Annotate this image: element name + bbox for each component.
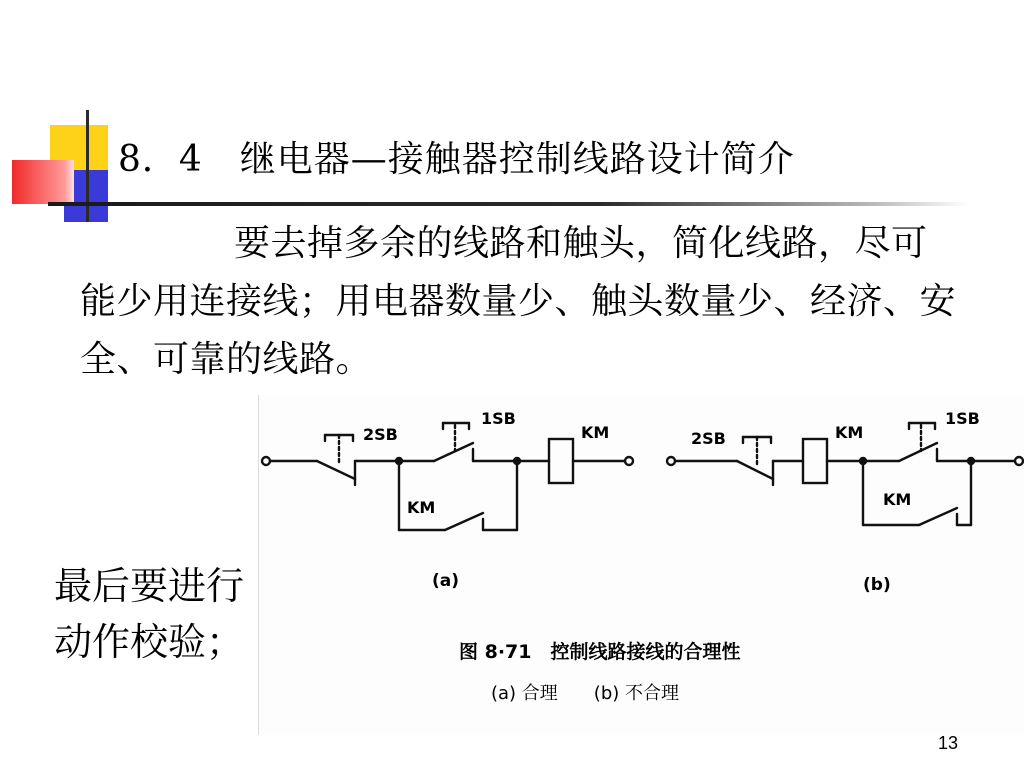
switch-2sb-a (317, 461, 355, 479)
circuit-a (262, 423, 633, 530)
circuit-figure (258, 395, 1024, 735)
side-note: 最后要进行动作校验； (54, 564, 245, 664)
body-paragraph: 要去掉多余的线路和触头，简化线路，尽可能少用连接线；用电器数量少、触头数量少、经济、安全、可靠的线路。 (80, 223, 957, 380)
switch-2sb-b (737, 461, 773, 479)
label-2sb-b: 2SB (691, 429, 726, 448)
coil-km-b (803, 439, 827, 483)
label-km-contact-b: KM (883, 490, 912, 509)
caption-a: (a) (432, 571, 460, 591)
figure-caption: 图 8·71 控制线路接线的合理性 (459, 641, 741, 663)
caption-b: (b) (863, 575, 891, 595)
label-km-coil-a: KM (581, 423, 610, 442)
slide-title: 8．4 继电器—接触器控制线路设计简介 (118, 139, 795, 180)
figure-subcaption: (a) 合理 (b) 不合理 (491, 683, 679, 704)
contact-km-b (919, 508, 957, 525)
label-2sb-a: 2SB (363, 425, 398, 444)
label-km-contact-a: KM (407, 498, 436, 517)
label-1sb-b: 1SB (945, 409, 980, 428)
page-number: 13 (938, 733, 959, 753)
contact-km-a (445, 513, 483, 530)
decor-red-bar (12, 160, 74, 204)
terminal-a-left (262, 457, 270, 465)
coil-km-a (549, 439, 573, 483)
label-1sb-a: 1SB (481, 409, 516, 428)
title-underline (48, 202, 968, 206)
terminal-a-right (625, 457, 633, 465)
switch-1sb-a (434, 443, 473, 461)
label-km-coil-b: KM (835, 423, 864, 442)
switch-1sb-b (899, 443, 937, 461)
